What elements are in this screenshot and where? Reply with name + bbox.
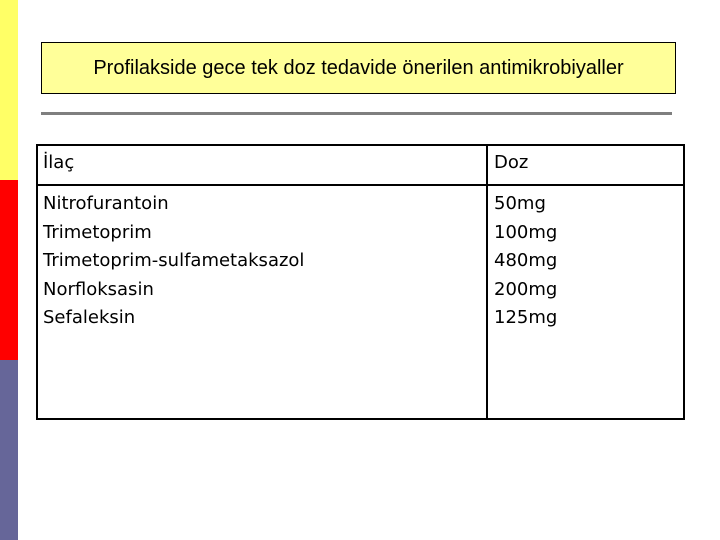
dose-value: 50mg <box>494 193 546 214</box>
dose-value: 200mg <box>494 278 558 300</box>
drug-table <box>36 144 685 420</box>
column-divider <box>486 146 488 418</box>
table-header-row <box>38 146 683 186</box>
dose-value: 125mg <box>494 307 558 328</box>
header-drug: İlaç <box>43 152 75 173</box>
dose-value: 480mg <box>494 250 558 271</box>
header-dose: Doz <box>494 152 529 173</box>
drug-name: Trimetoprim-sulfametaksazol <box>43 250 305 271</box>
sidebar-accent-red <box>0 180 18 360</box>
slide-title: Profilakside gece tek doz tedavide önerilen antimikrobiyaller <box>93 56 624 79</box>
slide-title-box <box>41 42 676 94</box>
drug-name: Norfloksasin <box>43 278 154 300</box>
title-divider <box>41 112 672 115</box>
dose-value: 100mg <box>494 221 558 243</box>
sidebar-accent-yellow <box>0 0 18 180</box>
dose-column <box>494 190 557 333</box>
sidebar-accent-blue <box>0 360 18 540</box>
drug-name: Nitrofurantoin <box>43 193 169 214</box>
drug-name: Trimetoprim <box>43 221 152 243</box>
drug-column <box>43 190 304 333</box>
drug-name: Sefaleksin <box>43 307 136 328</box>
